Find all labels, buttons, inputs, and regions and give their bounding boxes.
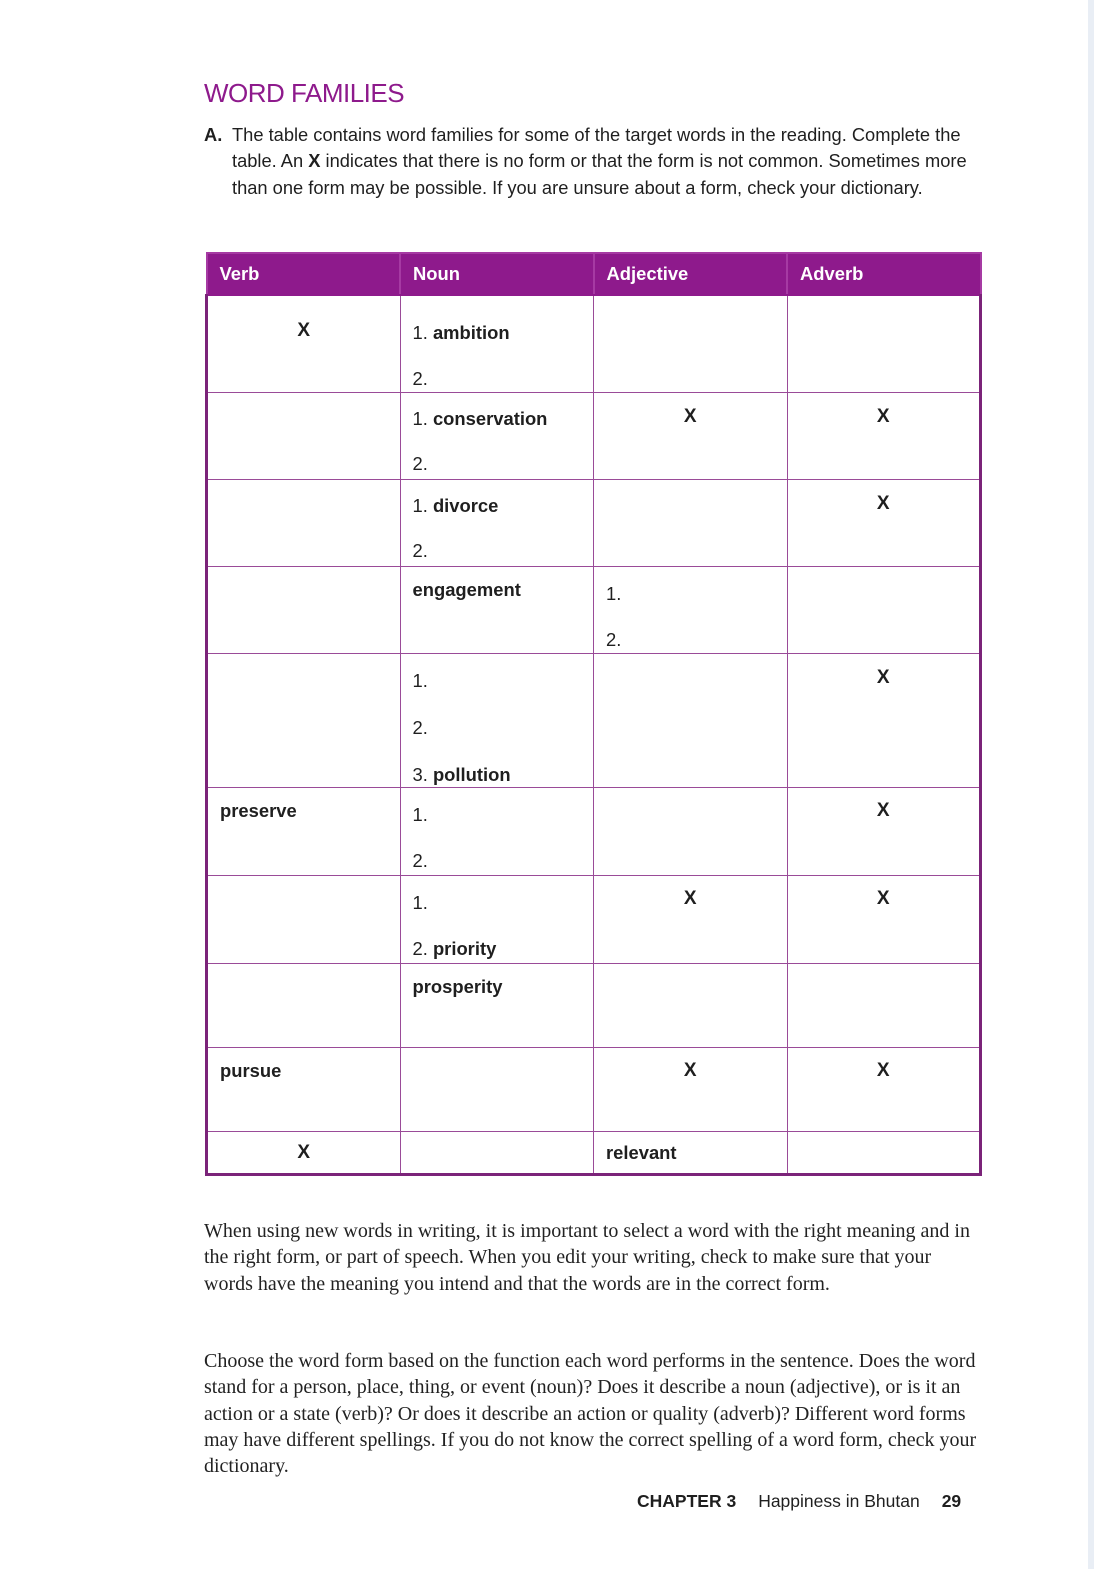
adjective-cell[interactable] <box>594 295 788 392</box>
adjective-cell[interactable] <box>594 479 788 566</box>
adjective-cell[interactable] <box>594 787 788 875</box>
noun-cell[interactable]: prosperity <box>400 963 594 1047</box>
instructions <box>204 122 994 201</box>
table-row <box>207 1131 981 1174</box>
table-row <box>207 875 981 963</box>
adjective-cell[interactable]: X <box>594 875 788 963</box>
verb-cell[interactable]: pursue <box>207 1047 401 1131</box>
section-title: WORD FAMILIES <box>204 78 405 108</box>
table-row <box>207 963 981 1047</box>
adverb-cell[interactable]: X <box>787 875 981 963</box>
adjective-cell[interactable]: relevant <box>594 1131 788 1174</box>
instruction-letter: A. <box>204 124 223 145</box>
adjective-cell[interactable]: X <box>594 392 788 479</box>
noun-cell[interactable]: 1. conservation 2. <box>400 392 594 479</box>
adjective-cell[interactable] <box>594 963 788 1047</box>
noun-cell[interactable]: engagement <box>400 566 594 653</box>
adjective-cell[interactable] <box>594 653 788 787</box>
header-adverb: Adverb <box>787 253 981 295</box>
adverb-cell[interactable]: X <box>787 392 981 479</box>
header-noun: Noun <box>400 253 594 295</box>
adverb-cell[interactable] <box>787 1131 981 1174</box>
adverb-cell[interactable] <box>787 963 981 1047</box>
table-row <box>207 295 981 392</box>
verb-cell[interactable]: X <box>207 1131 401 1174</box>
table-row <box>207 1047 981 1131</box>
x-symbol: X <box>308 150 321 172</box>
verb-cell[interactable]: preserve <box>207 787 401 875</box>
page-number: 29 <box>941 1491 962 1511</box>
noun-cell[interactable] <box>400 1047 594 1131</box>
page-edge <box>1088 0 1094 1569</box>
table-row <box>207 566 981 653</box>
noun-cell[interactable]: 1. ambition 2. <box>400 295 594 392</box>
verb-cell[interactable] <box>207 392 401 479</box>
header-adjective: Adjective <box>594 253 788 295</box>
noun-cell[interactable]: 1. 2. 3. pollution <box>400 653 594 787</box>
adjective-cell[interactable]: X <box>594 1047 788 1131</box>
noun-cell[interactable]: 1. 2. priority <box>400 875 594 963</box>
adjective-cell[interactable]: 1. 2. <box>594 566 788 653</box>
noun-cell[interactable]: 1. divorce 2. <box>400 479 594 566</box>
adverb-cell[interactable] <box>787 566 981 653</box>
verb-cell[interactable] <box>207 566 401 653</box>
adverb-cell[interactable]: X <box>787 1047 981 1131</box>
table-row <box>207 653 981 787</box>
table-row <box>207 392 981 479</box>
noun-cell[interactable] <box>400 1131 594 1174</box>
noun-cell[interactable]: 1. 2. <box>400 787 594 875</box>
table-row <box>207 787 981 875</box>
verb-cell[interactable] <box>207 875 401 963</box>
word-families-table <box>205 252 982 1176</box>
table-header-row <box>207 253 981 295</box>
verb-cell[interactable] <box>207 963 401 1047</box>
table-row <box>207 479 981 566</box>
adverb-cell[interactable]: X <box>787 653 981 787</box>
verb-cell[interactable]: X <box>207 295 401 392</box>
verb-cell[interactable] <box>207 653 401 787</box>
instruction-text: The table contains word families for some of the target words in the reading. Complete the table. An X indicates that there is no form or that the form is not common. Sometimes more than one form may be possible. If you are unsure about a form, check your dictionary. <box>232 124 967 198</box>
adverb-cell[interactable] <box>787 295 981 392</box>
verb-cell[interactable] <box>207 479 401 566</box>
footer-title: Happiness in Bhutan <box>758 1491 920 1511</box>
paragraph-word-form: When using new words in writing, it is important to select a word with the right meaning and in the right form, or part of speech. When you edit your writing, check to make sure that your words have the meaning you intend and that the words are in the correct form. <box>204 1220 970 1295</box>
page-footer <box>637 1491 961 1512</box>
adverb-cell[interactable]: X <box>787 787 981 875</box>
footer-chapter: CHAPTER 3 <box>637 1491 737 1511</box>
paragraph-word-function: Choose the word form based on the function each word performs in the sentence. Does the word stand for a person, place, thing, or event (noun)? Does it describe a noun (adjective), or is it an action or a state (verb)? Or does it describe an action or quality (adverb)? Different word forms may have different spellings. If you do not know the correct spelling of a word form, check your dictionary. <box>204 1350 977 1478</box>
header-verb: Verb <box>207 253 401 295</box>
adverb-cell[interactable]: X <box>787 479 981 566</box>
